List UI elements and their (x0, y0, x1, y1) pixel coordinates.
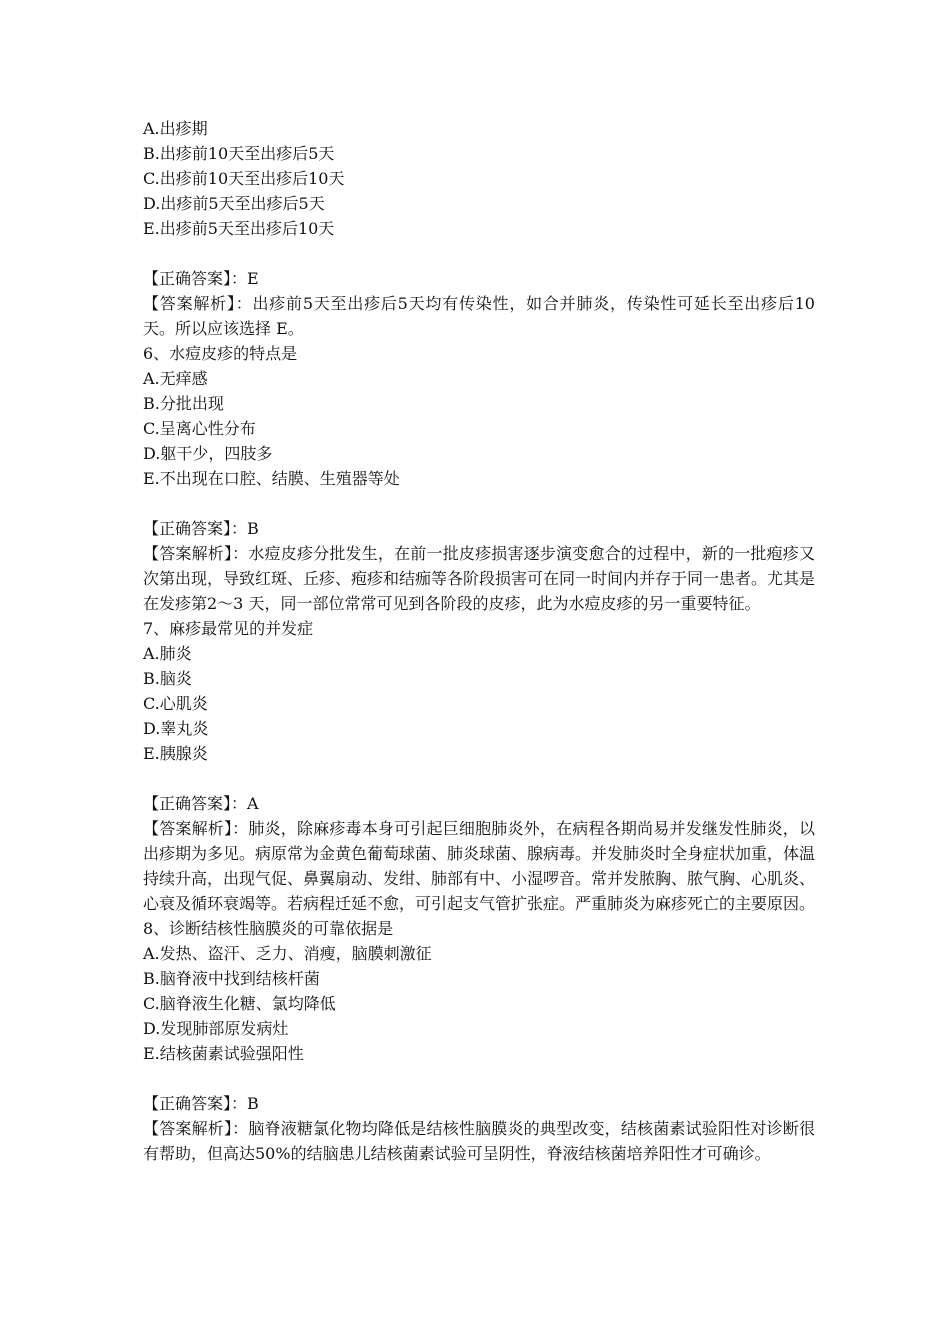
spacer (143, 491, 815, 516)
option-d: D.睾丸炎 (143, 719, 209, 738)
answer-analysis: 【答案解析】：肺炎，除麻疹毒本身可引起巨细胞肺炎外，在病程各期尚易并发继发性肺炎，以出疹期为多见。病原常为金黄色葡萄球菌、肺炎球菌、腺病毒。并发肺炎时全身症状加重，体温持续升高，出现气促、鼻翼扇动、发绀、肺部有中、小湿啰音。常并发脓胸、脓气胸、心肌炎、心衰及循环衰竭等。若病程迁延不愈，可引起支气管扩张症。严重肺炎为麻疹死亡的主要原因。 (143, 819, 816, 913)
option-d: D.出疹前5天至出疹后5天 (143, 194, 325, 213)
correct-answer: 【正确答案】：B (143, 519, 259, 538)
option-c: C.出疹前10天至出疹后10天 (143, 169, 345, 188)
question-text: 6、水痘皮疹的特点是 (143, 344, 298, 363)
option-c: C.脑脊液生化糖、氯均降低 (143, 994, 336, 1013)
question-8-block (143, 916, 815, 1166)
option-b: B.出疹前10天至出疹后5天 (143, 144, 335, 163)
option-c: C.心肌炎 (143, 694, 208, 713)
question-6-block (143, 341, 815, 616)
correct-answer: 【正确答案】：A (143, 794, 259, 813)
document-page (143, 116, 815, 1166)
option-c: C.呈离心性分布 (143, 419, 256, 438)
question-text: 8、诊断结核性脑膜炎的可靠依据是 (143, 919, 394, 938)
spacer (143, 241, 815, 266)
answer-analysis: 【答案解析】：水痘皮疹分批发生，在前一批皮疹损害逐步演变愈合的过程中，新的一批疱疹又次第出现，导致红斑、丘疹、疱疹和结痂等各阶段损害可在同一时间内并存于同一患者。尤其是在发疹第2～3 天，同一部位常常可见到各阶段的皮疹，此为水痘皮疹的另一重要特征。 (143, 544, 816, 613)
correct-answer: 【正确答案】：E (143, 269, 259, 288)
option-a: A.肺炎 (143, 644, 192, 663)
option-b: B.脑炎 (143, 669, 192, 688)
spacer (143, 766, 815, 791)
option-a: A.出疹期 (143, 119, 208, 138)
spacer (143, 1066, 815, 1091)
option-e: E.出疹前5天至出疹后10天 (143, 219, 335, 238)
option-e: E.胰腺炎 (143, 744, 208, 763)
option-e: E.不出现在口腔、结膜、生殖器等处 (143, 469, 400, 488)
question-5-block (143, 116, 815, 341)
option-a: A.发热、盗汗、乏力、消瘦，脑膜刺激征 (143, 944, 432, 963)
question-7-block (143, 616, 815, 916)
option-a: A.无痒感 (143, 369, 208, 388)
option-e: E.结核菌素试验强阳性 (143, 1044, 304, 1063)
option-b: B.分批出现 (143, 394, 224, 413)
option-d: D.躯干少，四肢多 (143, 444, 273, 463)
option-b: B.脑脊液中找到结核杆菌 (143, 969, 320, 988)
answer-analysis: 【答案解析】：出疹前5天至出疹后5天均有传染性，如合并肺炎，传染性可延长至出疹后10天。所以应该选择 E。 (143, 294, 815, 338)
answer-analysis: 【答案解析】：脑脊液糖氯化物均降低是结核性脑膜炎的典型改变，结核菌素试验阳性对诊断很有帮助，但高达50%的结脑患儿结核菌素试验可呈阴性，脊液结核菌培养阳性才可确诊。 (143, 1119, 815, 1163)
option-d: D.发现肺部原发病灶 (143, 1019, 289, 1038)
correct-answer: 【正确答案】：B (143, 1094, 259, 1113)
question-text: 7、麻疹最常见的并发症 (143, 619, 314, 638)
